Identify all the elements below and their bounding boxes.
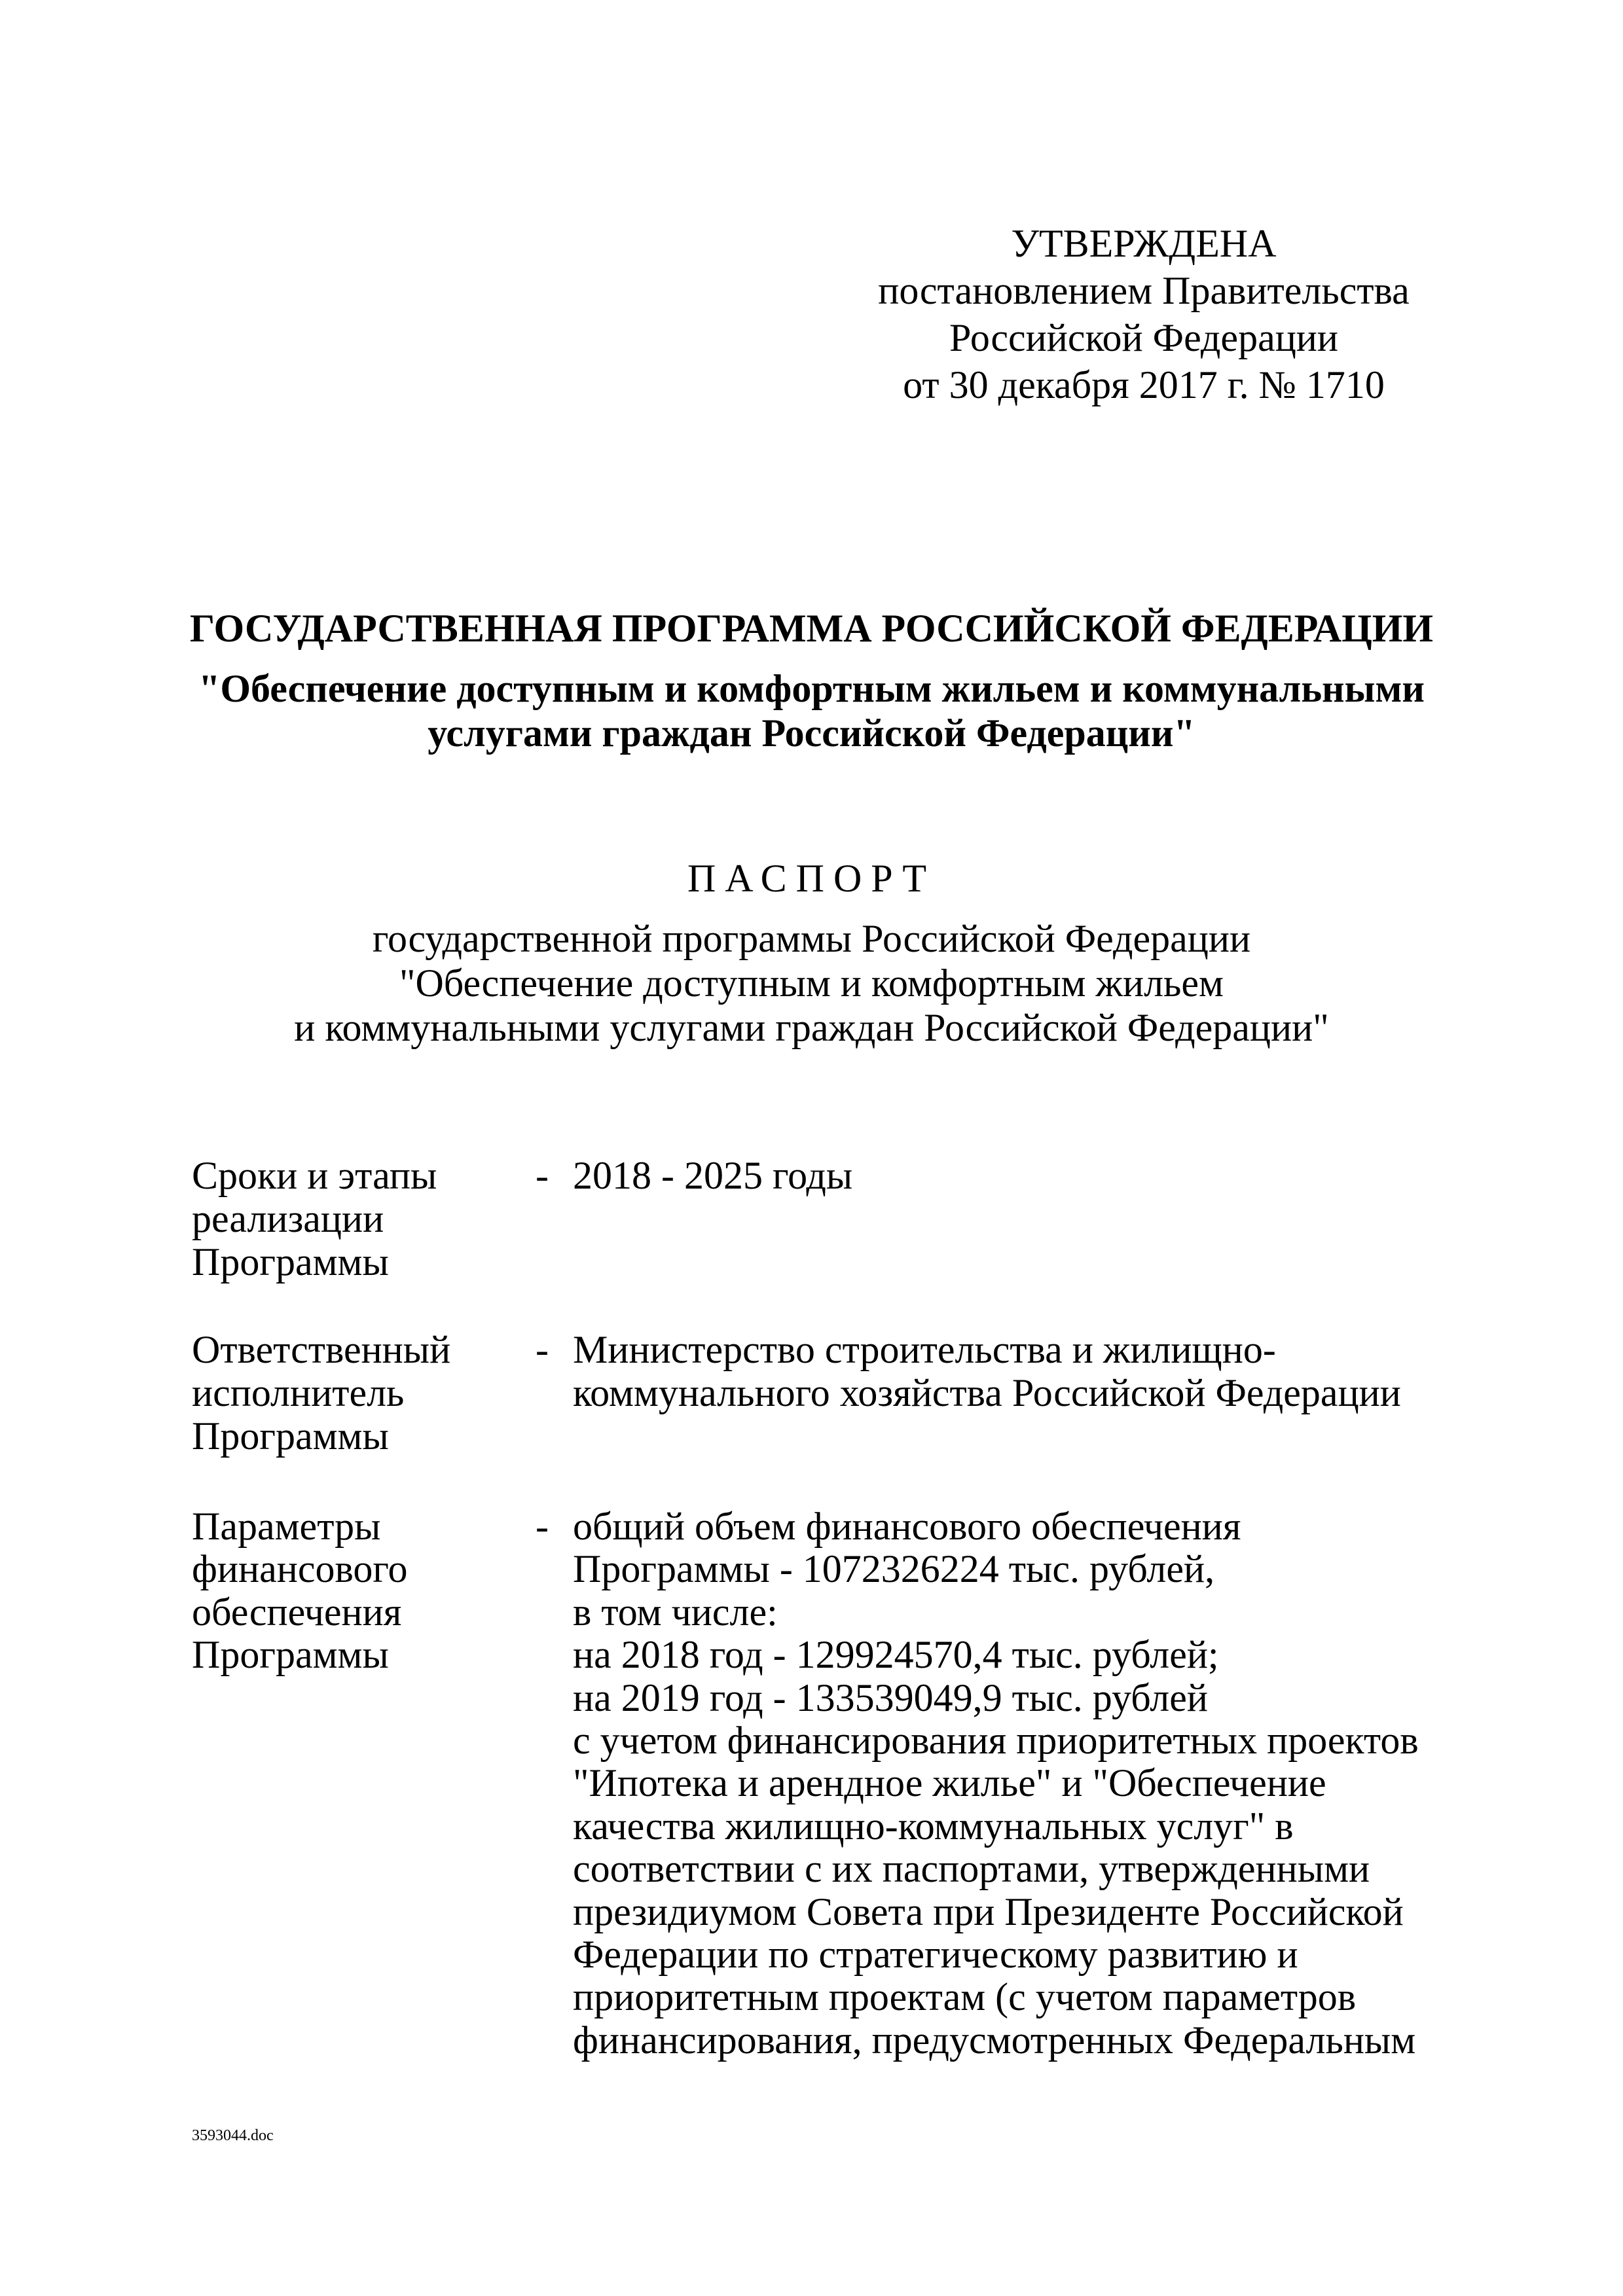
- document-filename: 3593044.doc: [192, 2127, 274, 2144]
- row-dash: -: [536, 1328, 549, 1371]
- row-value-line: общий объем финансового обеспечения: [573, 1505, 1241, 1548]
- row-label-line: Программы: [192, 1633, 389, 1677]
- row-value-line: приоритетным проектам (с учетом параметров: [573, 1975, 1357, 2019]
- passport-title: ПАСПОРТ: [687, 857, 936, 900]
- approval-line: Российской Федерации: [949, 316, 1339, 359]
- row-value-line: Программы - 1072326224 тыс. рублей,: [573, 1547, 1215, 1591]
- row-value-line: с учетом финансирования приоритетных проектов: [573, 1719, 1419, 1763]
- row-label: [192, 1154, 437, 1283]
- program-heading: ГОСУДАРСТВЕННАЯ ПРОГРАММА РОССИЙСКОЙ ФЕДЕРАЦИИ: [189, 607, 1434, 650]
- row-label-line: Ответственный: [192, 1328, 451, 1371]
- passport-subtitle-line: и коммунальными услугами граждан Российской Федерации": [294, 1006, 1329, 1049]
- row-label-line: реализации: [192, 1197, 384, 1240]
- row-value-line: соответствии с их паспортами, утвержденными: [573, 1847, 1370, 1891]
- passport-subtitle: [0, 916, 1623, 1050]
- row-value-line: на 2019 год - 133539049,9 тыс. рублей: [573, 1676, 1208, 1719]
- approval-stamp: [816, 220, 1471, 408]
- row-label-line: Программы: [192, 1414, 389, 1458]
- row-value-line: Министерство строительства и жилищно-: [573, 1328, 1276, 1371]
- row-label: [192, 1328, 450, 1458]
- row-value: [573, 1505, 1419, 2062]
- row-label-line: финансового: [192, 1547, 408, 1591]
- row-value: [573, 1154, 852, 1197]
- row-label-line: Программы: [192, 1240, 389, 1283]
- passport-subtitle-line: государственной программы Российской Федерации: [372, 917, 1251, 960]
- row-dash: -: [536, 1505, 549, 1548]
- passport-subtitle-line: "Обеспечение доступным и комфортным жильем: [399, 961, 1224, 1005]
- program-title: [0, 603, 1623, 755]
- program-name-line: "Обеспечение доступным и комфортным жильем и коммунальными: [198, 667, 1425, 710]
- row-value-line: коммунального хозяйства Российской Федерации: [573, 1371, 1401, 1414]
- approval-line: от 30 декабря 2017 г. № 1710: [903, 363, 1385, 406]
- row-value-line: "Ипотека и арендное жилье" и "Обеспечение: [573, 1761, 1326, 1805]
- approval-title: УТВЕРЖДЕНА: [1011, 222, 1277, 265]
- row-value-line: Федерации по стратегическому развитию и: [573, 1933, 1298, 1977]
- row-label-line: Сроки и этапы: [192, 1154, 437, 1197]
- row-value-line: качества жилищно-коммунальных услуг" в: [573, 1804, 1294, 1848]
- program-name-line: услугами граждан Российской Федерации": [428, 711, 1195, 755]
- row-value: [573, 1328, 1401, 1414]
- row-label-line: исполнитель: [192, 1371, 405, 1414]
- row-value-line: в том числе:: [573, 1590, 778, 1634]
- row-label-line: обеспечения: [192, 1590, 402, 1634]
- row-value-line: финансирования, предусмотренных Федеральным: [573, 2018, 1416, 2062]
- row-dash: -: [536, 1154, 549, 1197]
- approval-line: постановлением Правительства: [878, 269, 1410, 312]
- row-value-line: президиумом Совета при Президенте Российской: [573, 1890, 1404, 1933]
- row-value-line: на 2018 год - 129924570,4 тыс. рублей;: [573, 1633, 1219, 1677]
- row-label-line: Параметры: [192, 1505, 381, 1548]
- row-label: [192, 1505, 408, 1677]
- row-value-line: 2018 - 2025 годы: [573, 1154, 853, 1197]
